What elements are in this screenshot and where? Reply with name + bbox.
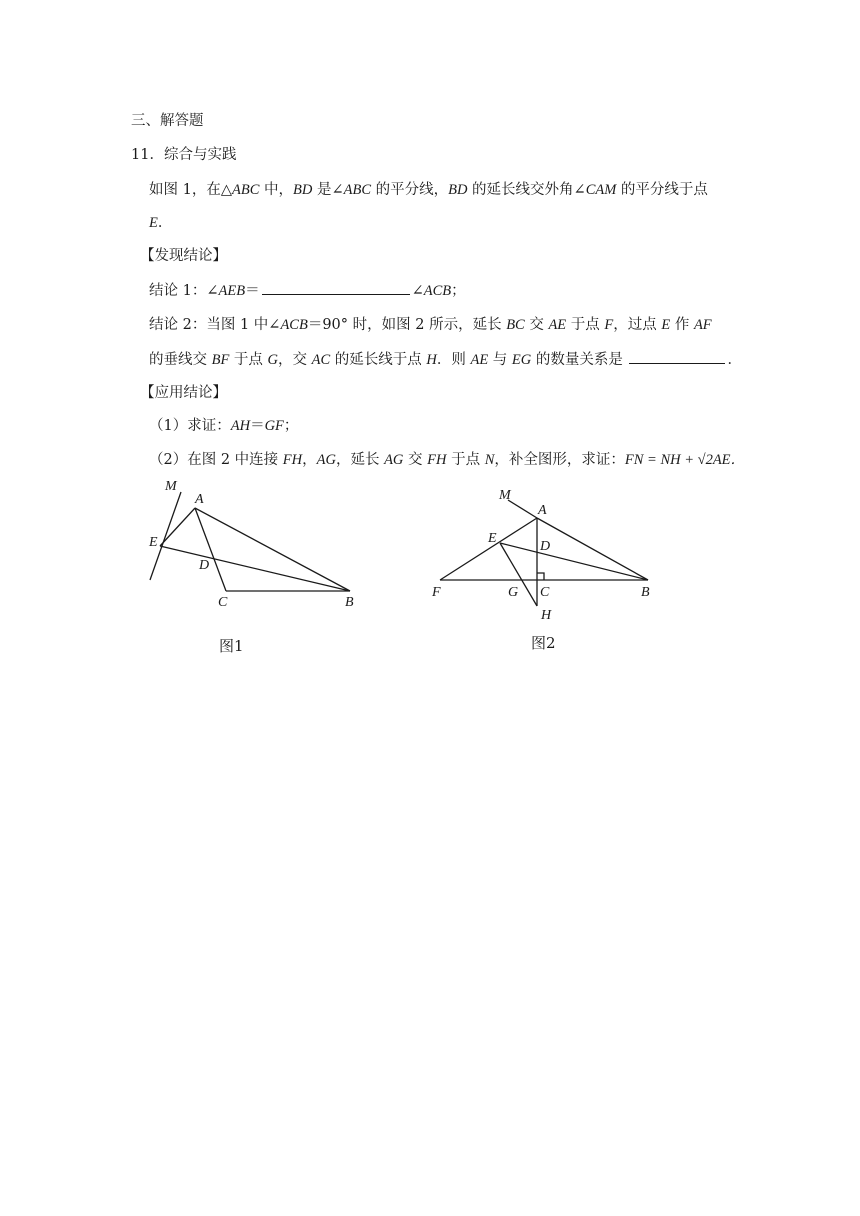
line-eh (500, 543, 537, 606)
label-a: A (195, 492, 204, 507)
equals-sign: ＝ (245, 283, 260, 299)
intro-text: 中， (259, 182, 293, 198)
sub-text: （2）在图 2 中连接 (149, 452, 283, 468)
conclusion-text: 的垂线交 (149, 352, 212, 368)
question-title: 综合与实践 (163, 147, 237, 163)
label-m: M (499, 488, 511, 503)
line-ab (537, 518, 648, 580)
question-number: 11． (131, 147, 164, 163)
sub-text: 交 (403, 452, 428, 468)
conclusion-text: ． (727, 352, 742, 368)
conclusion-text: 于点 (566, 317, 605, 333)
var: ABC (343, 182, 371, 198)
figure-2-caption: 图2 (531, 634, 556, 652)
label-f: F (432, 585, 441, 600)
sub-text: （1）求证： (149, 418, 231, 434)
var: AG (384, 452, 404, 468)
right-angle-mark (537, 573, 544, 580)
conclusion-text: 结论 2：当图 1 中∠ (149, 317, 281, 333)
label-g: G (508, 585, 519, 600)
section-title: 三、解答题 (131, 113, 204, 129)
var: FH (282, 452, 303, 468)
label-c: C (540, 585, 550, 600)
var: ACB (423, 283, 452, 299)
var: GF (264, 418, 284, 434)
sub-text: ，补全图形，求证： (494, 452, 625, 468)
var: BC (506, 317, 525, 333)
label-b: B (641, 585, 650, 600)
var: BD (293, 182, 313, 198)
var: ACB (280, 317, 308, 333)
conclusion-text: 于点 (229, 352, 268, 368)
var: BF (211, 352, 230, 368)
conclusion-text: 作 (670, 317, 694, 333)
sub-text: ，延长 (335, 452, 385, 468)
heading-discover: 【发现结论】 (140, 248, 227, 264)
conclusion-text: 的延长线于点 (330, 352, 427, 368)
var: AG (316, 452, 336, 468)
line-eb (500, 543, 648, 580)
var: BD (448, 182, 468, 198)
label-d: D (199, 558, 210, 573)
conclusion-text: ＝90° 时，如图 2 所示，延长 (307, 317, 507, 333)
line-ma-ext (508, 500, 537, 518)
conclusion-text: 的数量关系是 (531, 352, 628, 368)
label-m: M (165, 479, 177, 494)
var: G (267, 352, 279, 368)
var: E (661, 317, 671, 333)
label-b: B (345, 595, 354, 610)
conclusion-text: 交 (524, 317, 549, 333)
var: FH (427, 452, 447, 468)
conclusion-text: ； (451, 283, 466, 299)
figure-1-caption: 图1 (219, 637, 244, 655)
intro-text: 是∠ (312, 182, 344, 198)
var: ABC (232, 182, 260, 198)
var: AE (470, 352, 489, 368)
label-e: E (488, 531, 497, 546)
var: AE (548, 317, 567, 333)
label-d: D (540, 539, 551, 554)
var: N (484, 452, 495, 468)
label-e: E (149, 535, 158, 550)
equals-sign: ＝ (250, 418, 265, 434)
intro-text: 的平分线于点 (616, 182, 708, 198)
label-h: H (541, 608, 552, 623)
angle-sign: ∠ (411, 283, 424, 299)
var: EG (511, 352, 532, 368)
intro-text: ． (157, 215, 173, 231)
var: H (426, 352, 437, 368)
conclusion-text: ．则 (436, 352, 471, 368)
heading-apply: 【应用结论】 (140, 385, 227, 401)
var: AEB (218, 283, 246, 299)
var: E (149, 215, 158, 231)
intro-text: 的平分线， (371, 182, 449, 198)
sub-text: ； (283, 418, 299, 434)
conclusion-text: 与 (488, 352, 512, 368)
sub-text: ， (302, 452, 317, 468)
intro-text: 如图 1，在△ (149, 182, 232, 198)
var: CAM (585, 182, 617, 198)
label-c: C (218, 595, 228, 610)
conclusion-text: ，过点 (613, 317, 662, 333)
label-a: A (538, 503, 547, 518)
intro-text: 的延长线交外角∠ (467, 182, 586, 198)
var: AH (230, 418, 251, 434)
var: F (604, 317, 614, 333)
var: AC (311, 352, 331, 368)
formula: FN = NH + √2AE． (624, 452, 746, 468)
conclusion-text: ，交 (278, 352, 312, 368)
var: AF (693, 317, 712, 333)
sub-text: 于点 (446, 452, 485, 468)
conclusion-text: 结论 1：∠ (149, 283, 219, 299)
